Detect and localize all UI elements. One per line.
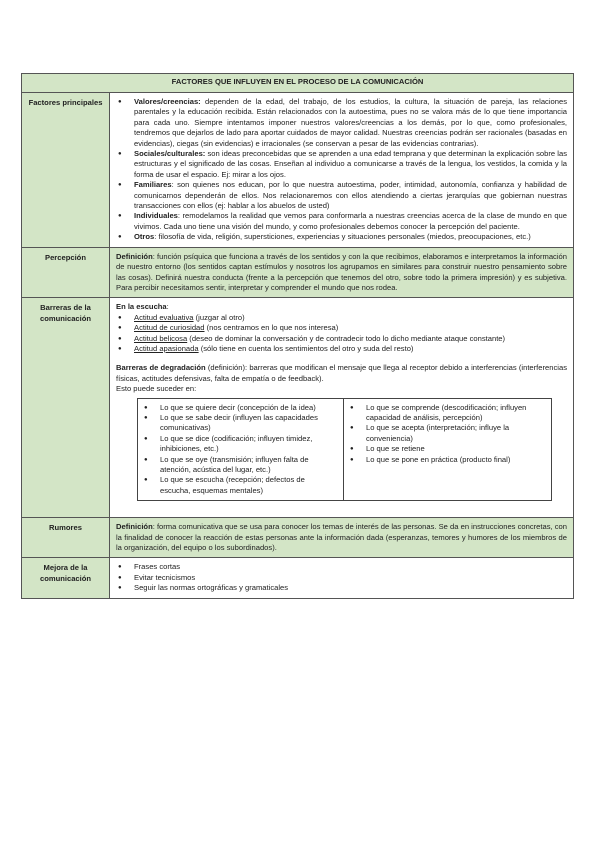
list-item: ● Lo que se pone en práctica (producto final)	[348, 455, 545, 465]
definition-text: : forma comunicativa que se usa para conocer los temas de interés de las personas. Se da en instrucciones concretas, con la finalidad de conocer la reacción de estas personas ante la información dada (esperanzas, temores y humores de los miembros de la organización, del equipo o los subordinados).	[116, 522, 567, 553]
content-barreras	[110, 298, 574, 518]
label-mejora: Mejora de la comunicación	[22, 558, 110, 598]
item-text: : remodelamos la realidad que vemos para conformarla a nuestras creencias acerca de la clase de mundo en que vivimos. Cada uno tiene una visión del mundo, y como profesionales debemos conocer la percepción del paciente.	[134, 211, 567, 231]
list-item: ● Lo que se escucha (recepción; defectos de escucha, esquemas mentales)	[142, 475, 337, 496]
row-percepcion	[22, 247, 574, 298]
item-text: (nos centramos en lo que nos interesa)	[204, 323, 339, 333]
label-barreras: Barreras de la comunicación	[22, 298, 110, 518]
item-term: Actitud evaluativa	[134, 312, 194, 322]
item-text: son ideas preconcebidas que se aprenden a una edad temprana y que determinan la explicación sobre las estructuras y el significado de las cosas. Enseñan al individuo a comunicarse a través de la lengua, los vestidos, la comida y la forma de usar el espacio. Ej: mirar a los ojos.	[134, 149, 567, 179]
item-term: Actitud belicosa	[134, 333, 188, 343]
factores-table	[21, 73, 574, 599]
factores-list	[116, 97, 567, 243]
list-item	[116, 313, 567, 323]
item-term: Otros	[134, 232, 155, 242]
list-item: ● Seguir las normas ortográficas y gramaticales	[116, 583, 567, 593]
item-term: Individuales	[134, 211, 178, 221]
item-text: (deseo de dominar la conversación y de contradecir todo lo dicho mediante ataque constante)	[187, 333, 506, 343]
list-item: ● Lo que se acepta (interpretación; influye la conveniencia)	[348, 423, 545, 444]
degradacion-text: (definición): barreras que modifican el mensaje que llega al receptor debido a interferencias (interferencias físicas, actitudes defensivas, falta de empatía o de feedback).	[116, 363, 567, 383]
degradacion-term: Barreras de degradación	[116, 363, 206, 373]
list-item: ● Evitar tecnicismos	[116, 573, 567, 583]
item-text: dependen de la edad, del trabajo, de los estudios, la cultura, la situación de pareja, las relaciones parentales y la educación recibida. Están relacionados con la autoestima, pues no se valora más de lo que tiene importancia para cada uno. Siempre intentamos imponer nuestros valores/creencias a los demás, por lo que, como profesionales, tendremos que dejarlos de lado para aportar cuidados de mayor calidad. Nuestras creencias podrán ser racionales (basadas en evidencias), ciegas (sin evidencias) e irracionales (se conservan a pesar de las evidencias contrarias).	[134, 97, 567, 148]
row-factores	[22, 93, 574, 248]
item-text: : filosofía de vida, religión, supersticiones, experiencias y situaciones personales (miedos, preocupaciones, etc.)	[154, 232, 531, 242]
list-item: ● Lo que se dice (codificación; influyen timidez, inhibiciones, etc.)	[142, 434, 337, 455]
degradacion-right-cell	[344, 398, 552, 501]
item-term: Actitud apasionada	[134, 343, 199, 353]
list-item	[116, 180, 567, 211]
item-term: Valores/creencias:	[134, 97, 201, 106]
definition-text: : función psíquica que funciona a través de los sentidos y con la que recibimos, elaboramos e interpretamos la información de nuestro entorno (los sentidos captan estímulos y nosotros los agrupamos en similares para construir nuestro pensamiento sobre las cosas). Definirá nuestra conducta (frente a la percepción que tenemos del otro, sobre todo la primera impresión) y es subjetiva. Para percibir necesitamos sentir, interpretar y comprender el mundo que nos rodea.	[116, 251, 567, 292]
item-term: Familiares	[134, 180, 172, 190]
row-barreras	[22, 298, 574, 518]
content-rumores	[110, 518, 574, 558]
definition-term: Definición	[116, 522, 153, 532]
label-factores: Factores principales	[22, 93, 110, 248]
list-item	[116, 323, 567, 333]
list-item	[116, 344, 567, 354]
item-term: Sociales/culturales:	[134, 149, 206, 159]
right-list	[348, 403, 545, 465]
list-item	[116, 97, 567, 149]
escucha-colon: :	[166, 302, 169, 312]
list-item: ● Lo que se quiere decir (concepción de la idea)	[142, 403, 337, 413]
content-percepcion	[110, 247, 574, 298]
sucede-text: Esto puede suceder en:	[116, 384, 197, 394]
list-item: ● Lo que se oye (transmisión; influyen falta de atención, acústica del lugar, etc.)	[142, 455, 337, 476]
content-mejora	[110, 558, 574, 598]
label-rumores: Rumores	[22, 518, 110, 558]
escucha-list	[116, 313, 567, 355]
degradacion-table	[137, 398, 552, 502]
label-percepcion: Percepción	[22, 247, 110, 298]
row-rumores	[22, 518, 574, 558]
escucha-title: En la escucha	[116, 302, 167, 312]
item-text: (juzgar al otro)	[193, 312, 245, 322]
item-text: (sólo tiene en cuenta los sentimientos del otro y suda del resto)	[198, 343, 414, 353]
item-term: Actitud de curiosidad	[134, 323, 205, 333]
mejora-list	[116, 562, 567, 593]
list-item	[116, 334, 567, 344]
definition-term: Definición	[116, 251, 153, 261]
list-item	[116, 149, 567, 180]
content-factores	[110, 93, 574, 248]
list-item: ● Lo que se retiene	[348, 444, 545, 454]
list-item: ● Lo que se comprende (descodificación; influyen capacidad de análisis, percepción)	[348, 403, 545, 424]
row-mejora	[22, 558, 574, 598]
list-item: ● Lo que se sabe decir (influyen las capacidades comunicativas)	[142, 413, 337, 434]
list-item	[116, 232, 567, 242]
list-item: ● Frases cortas	[116, 562, 567, 572]
degradacion-left-cell	[138, 398, 344, 501]
item-text: : son quienes nos educan, por lo que nuestra autoestima, poder, intimidad, autonomía, confianza y habilidad de comunicarnos dependerán de ellos. Nos relacionaremos con ellos atendiendo a ciertas jerarquías que gobiernan nuestras transacciones con ellos (ej: hablar a los abuelos de usted)	[134, 180, 567, 211]
left-list	[142, 403, 337, 497]
list-item	[116, 211, 567, 232]
table-title: FACTORES QUE INFLUYEN EN EL PROCESO DE LA COMUNICACIÓN	[22, 74, 574, 93]
